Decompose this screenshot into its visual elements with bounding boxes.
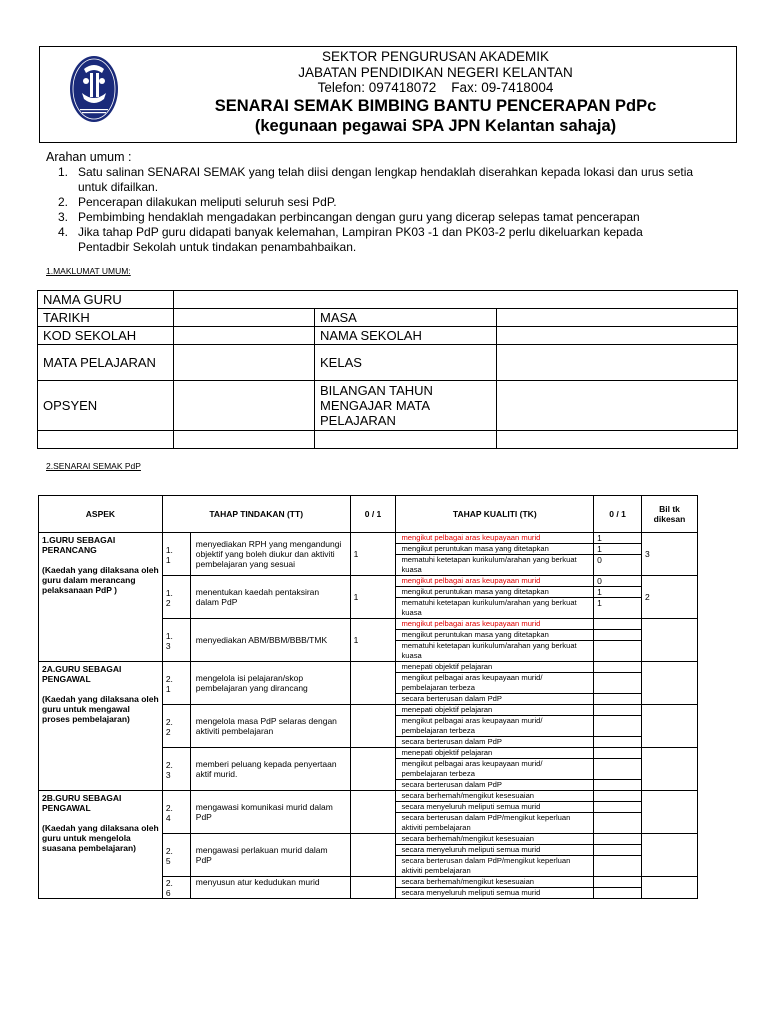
table-row: [39, 791, 698, 802]
kelas-label: KELAS: [315, 345, 497, 381]
bil-value[interactable]: [642, 791, 698, 834]
bil-value[interactable]: [642, 877, 698, 899]
tk-value[interactable]: [594, 877, 642, 888]
blank-cell[interactable]: [315, 431, 497, 449]
tk-item: menepati objektif pelajaran: [396, 662, 594, 673]
info-row: [38, 381, 738, 431]
aspek-description: (Kaedah yang dilaksana oleh guru dalam merancang pelaksanaan PdP ): [42, 565, 159, 595]
item-number: 1. 1: [162, 533, 190, 576]
item-number: 2. 5: [162, 834, 190, 877]
tk-item: mengikut pelbagai aras keupayaan murid: [396, 576, 594, 587]
item-number: 2. 2: [162, 705, 190, 748]
tarikh-field[interactable]: [174, 309, 315, 327]
header-sector: SEKTOR PENGURUSAN AKADEMIK: [321, 49, 550, 64]
item-tt-value[interactable]: 1: [350, 576, 396, 619]
instruction-number: 1.: [57, 165, 68, 179]
tk-item: secara berhemah/mengikut kesesuaian: [396, 791, 594, 802]
bil-value[interactable]: [642, 662, 698, 705]
aspek-perancang: [39, 533, 163, 662]
tk-value[interactable]: [594, 619, 642, 630]
aspek-pengawal-2b: [39, 791, 163, 899]
instruction-item: [46, 165, 696, 195]
bil-value[interactable]: [642, 705, 698, 748]
item-tindakan: menyediakan ABM/BBM/BBB/TMK: [190, 619, 350, 662]
kod-sekolah-field[interactable]: [174, 327, 315, 345]
tk-value[interactable]: [594, 780, 642, 791]
kelas-field[interactable]: [497, 345, 738, 381]
bil-value[interactable]: 3: [642, 533, 698, 576]
blank-cell[interactable]: [497, 431, 738, 449]
tk-value[interactable]: 1: [594, 544, 642, 555]
tk-value[interactable]: [594, 748, 642, 759]
tk-value[interactable]: [594, 759, 642, 780]
info-row: [38, 291, 738, 309]
table-row: [39, 533, 698, 544]
opsyen-field[interactable]: [174, 381, 315, 431]
section2-label: 2.SENARAI SEMAK PdP: [46, 461, 141, 471]
aspek-title: 1.GURU SEBAGAI PERANCANG: [42, 535, 116, 555]
general-info-table: [37, 290, 738, 449]
bilangan-tahun-field[interactable]: [497, 381, 738, 431]
instruction-item: [46, 195, 696, 210]
tk-item: secara berterusan dalam PdP/mengikut keperluan aktiviti pembelajaran: [396, 856, 594, 877]
tk-value[interactable]: [594, 791, 642, 802]
item-number: 1. 2: [162, 576, 190, 619]
header-text: [135, 49, 736, 136]
item-tt-value[interactable]: 1: [350, 533, 396, 576]
checklist-table: [38, 495, 698, 899]
bil-value[interactable]: [642, 748, 698, 791]
tk-value[interactable]: 1: [594, 587, 642, 598]
item-tindakan: menyediakan RPH yang mengandungi objektif yang boleh diukur dan aktiviti pembelajaran yang sesuai: [190, 533, 350, 576]
tk-item: mengikut pelbagai aras keupayaan murid: [396, 533, 594, 544]
tk-value[interactable]: 1: [594, 533, 642, 544]
tk-item: mematuhi ketetapan kurikulum/arahan yang berkuat kuasa: [396, 641, 594, 662]
instructions-heading: Arahan umum :: [46, 150, 132, 164]
masa-field[interactable]: [497, 309, 738, 327]
item-tt-value[interactable]: [350, 791, 396, 834]
tk-value[interactable]: 0: [594, 576, 642, 587]
info-row: [38, 309, 738, 327]
item-number: 1. 3: [162, 619, 190, 662]
tk-item: menepati objektif pelajaran: [396, 705, 594, 716]
tk-item: mematuhi ketetapan kurikulum/arahan yang berkuat kuasa: [396, 598, 594, 619]
tt-value-header: 0 / 1: [350, 496, 396, 533]
item-tindakan: memberi peluang kepada penyertaan aktif murid.: [190, 748, 350, 791]
aspek-header: ASPEK: [39, 496, 163, 533]
instruction-item: [46, 210, 696, 225]
tk-item: secara menyeluruh meliputi semua murid: [396, 802, 594, 813]
tk-value[interactable]: [594, 641, 642, 662]
mata-pelajaran-field[interactable]: [174, 345, 315, 381]
tk-value[interactable]: [594, 813, 642, 834]
item-tt-value[interactable]: [350, 705, 396, 748]
tk-item: mengikut pelbagai aras keupayaan murid: [396, 619, 594, 630]
tk-item: secara berterusan dalam PdP/mengikut keperluan aktiviti pembelajaran: [396, 813, 594, 834]
instruction-number: 2.: [57, 195, 68, 209]
info-row: [38, 327, 738, 345]
instruction-text: Satu salinan SENARAI SEMAK yang telah diisi dengan lengkap hendaklah diserahkan kepada lokasi dan urus setia untuk difailkan.: [78, 165, 694, 194]
item-tt-value[interactable]: [350, 834, 396, 877]
document-subtitle: (kegunaan pegawai SPA JPN Kelantan sahaja): [254, 116, 617, 135]
instruction-text: Pembimbing hendaklah mengadakan perbincangan dengan guru yang dicerap selepas tamat pencerapan: [78, 210, 640, 224]
tk-value[interactable]: [594, 673, 642, 694]
tk-item: mengikut pelbagai aras keupayaan murid/ pembelajaran terbeza: [396, 673, 594, 694]
nama-sekolah-label: NAMA SEKOLAH: [315, 327, 497, 345]
instruction-item: [46, 225, 696, 255]
nama-guru-field[interactable]: [174, 291, 738, 309]
instruction-number: 4.: [57, 225, 68, 239]
tk-value[interactable]: [594, 694, 642, 705]
instruction-text: Jika tahap PdP guru didapati banyak kelemahan, Lampiran PK03 -1 dan PK03-2 perlu dikeluarkan kepada Pentadbir Sekolah untuk tindakan penambahbaikan.: [78, 225, 643, 254]
item-tindakan: mengawasi perlakuan murid dalam PdP: [190, 834, 350, 877]
tk-item: mengikut peruntukan masa yang ditetapkan: [396, 630, 594, 641]
tk-item: mengikut pelbagai aras keupayaan murid/ pembelajaran terbeza: [396, 759, 594, 780]
tk-item: menepati objektif pelajaran: [396, 748, 594, 759]
instructions-list: [46, 165, 696, 255]
item-tindakan: mengelola masa PdP selaras dengan aktiviti pembelajaran: [190, 705, 350, 748]
tk-value[interactable]: [594, 716, 642, 737]
tk-value[interactable]: [594, 845, 642, 856]
header-box: [39, 46, 737, 143]
tk-value[interactable]: [594, 630, 642, 641]
tk-value-header: 0 / 1: [594, 496, 642, 533]
item-tt-value[interactable]: [350, 748, 396, 791]
tk-value[interactable]: [594, 802, 642, 813]
item-tindakan: mengelola isi pelajaran/skop pembelajaran yang dirancang: [190, 662, 350, 705]
tk-item: secara berterusan dalam PdP: [396, 694, 594, 705]
tk-item: secara menyeluruh meliputi semua murid: [396, 888, 594, 899]
tk-item: secara berhemah/mengikut kesesuaian: [396, 834, 594, 845]
item-tindakan: mengawasi komunikasi murid dalam PdP: [190, 791, 350, 834]
aspek-description: (Kaedah yang dilaksana oleh guru untuk mengawal proses pembelajaran): [42, 694, 159, 724]
instruction-text: Pencerapan dilakukan meliputi seluruh sesi PdP.: [78, 195, 337, 209]
tk-header: TAHAP KUALITI (TK): [396, 496, 594, 533]
bil-value[interactable]: [642, 834, 698, 877]
tk-item: secara menyeluruh meliputi semua murid: [396, 845, 594, 856]
kod-sekolah-label: KOD SEKOLAH: [38, 327, 174, 345]
item-number: 2. 4: [162, 791, 190, 834]
tk-value[interactable]: [594, 834, 642, 845]
tk-value[interactable]: [594, 705, 642, 716]
tk-item: mengikut peruntukan masa yang ditetapkan: [396, 544, 594, 555]
bil-header: Bil tk dikesan: [642, 496, 698, 533]
item-tindakan: menyusun atur kedudukan murid: [190, 877, 350, 899]
item-number: 2. 3: [162, 748, 190, 791]
item-number: 2. 1: [162, 662, 190, 705]
item-tt-value[interactable]: 1: [350, 619, 396, 662]
info-row: [38, 345, 738, 381]
tk-value[interactable]: [594, 662, 642, 673]
nama-guru-label: NAMA GURU: [38, 291, 174, 309]
instruction-number: 3.: [57, 210, 68, 224]
tt-header: TAHAP TINDAKAN (TT): [162, 496, 350, 533]
nama-sekolah-field[interactable]: [497, 327, 738, 345]
bilangan-tahun-label: BILANGAN TAHUN MENGAJAR MATA PELAJARAN: [315, 381, 497, 431]
opsyen-label: OPSYEN: [38, 381, 174, 431]
tk-value[interactable]: [594, 888, 642, 899]
aspek-title: 2A.GURU SEBAGAI PENGAWAL: [42, 664, 122, 684]
item-tt-value[interactable]: [350, 877, 396, 899]
item-tindakan: menentukan kaedah pentaksiran dalam PdP: [190, 576, 350, 619]
tk-item: secara berhemah/mengikut kesesuaian: [396, 877, 594, 888]
table-row: [39, 662, 698, 673]
item-number: 2. 6: [162, 877, 190, 899]
bil-value[interactable]: 2: [642, 576, 698, 619]
aspek-pengawal-2a: [39, 662, 163, 791]
tk-item: mematuhi ketetapan kurikulum/arahan yang berkuat kuasa: [396, 555, 594, 576]
blank-cell[interactable]: [174, 431, 315, 449]
tk-value[interactable]: 1: [594, 598, 642, 619]
tarikh-label: TARIKH: [38, 309, 174, 327]
item-tt-value[interactable]: [350, 662, 396, 705]
masa-label: MASA: [315, 309, 497, 327]
blank-cell[interactable]: [38, 431, 174, 449]
checklist-header-row: [39, 496, 698, 533]
tk-item: secara berterusan dalam PdP: [396, 737, 594, 748]
bil-value[interactable]: [642, 619, 698, 662]
tk-value[interactable]: [594, 856, 642, 877]
aspek-description: (Kaedah yang dilaksana oleh guru untuk mengelola suasana pembelajaran): [42, 823, 159, 853]
tk-value[interactable]: [594, 737, 642, 748]
document-title: SENARAI SEMAK BIMBING BANTU PENCERAPAN PdPc: [214, 96, 657, 115]
jpn-kelantan-crest-icon: [68, 55, 120, 125]
mata-pelajaran-label: MATA PELAJARAN: [38, 345, 174, 381]
tk-item: mengikut pelbagai aras keupayaan murid/ pembelajaran terbeza: [396, 716, 594, 737]
header-department: JABATAN PENDIDIKAN NEGERI KELANTAN: [298, 64, 573, 80]
aspek-title: 2B.GURU SEBAGAI PENGAWAL: [42, 793, 122, 813]
header-contact: Telefon: 097418072 Fax: 09-7418004: [317, 80, 554, 95]
section1-label: 1.MAKLUMAT UMUM:: [46, 266, 131, 276]
tk-item: mengikut peruntukan masa yang ditetapkan: [396, 587, 594, 598]
tk-value[interactable]: 0: [594, 555, 642, 576]
tk-item: secara berterusan dalam PdP: [396, 780, 594, 791]
info-row: [38, 431, 738, 449]
